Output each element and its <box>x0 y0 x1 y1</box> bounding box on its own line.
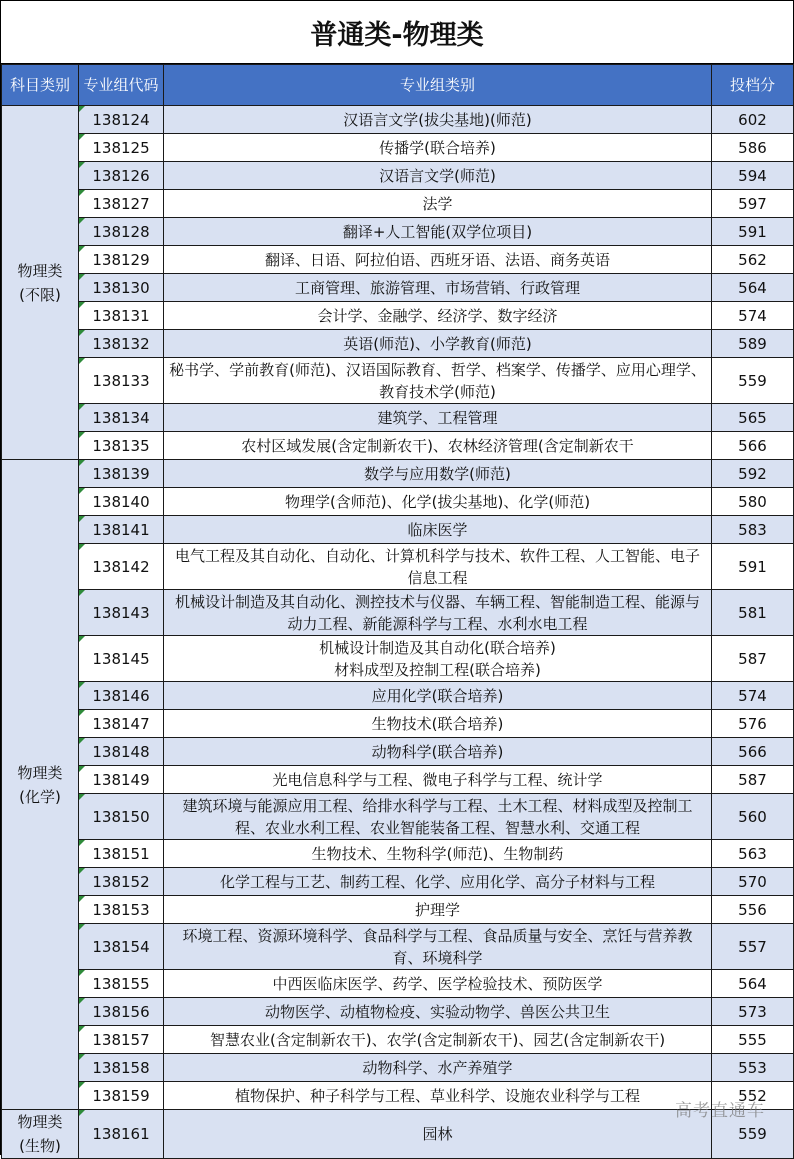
score-cell: 574 <box>712 302 794 330</box>
score-cell: 566 <box>712 738 794 766</box>
majors-cell: 翻译+人工智能(双学位项目) <box>164 218 712 246</box>
group-code-cell: 138156 <box>79 998 164 1026</box>
score-cell: 574 <box>712 682 794 710</box>
group-code-cell: 138125 <box>79 134 164 162</box>
table-row <box>2 460 794 488</box>
table-row <box>2 516 794 544</box>
group-code-cell: 138161 <box>79 1110 164 1159</box>
majors-cell: 翻译、日语、阿拉伯语、西班牙语、法语、商务英语 <box>164 246 712 274</box>
score-cell: 594 <box>712 162 794 190</box>
score-cell: 564 <box>712 274 794 302</box>
score-cell: 576 <box>712 710 794 738</box>
table-row <box>2 998 794 1026</box>
table-row <box>2 896 794 924</box>
majors-cell: 护理学 <box>164 896 712 924</box>
table-row <box>2 738 794 766</box>
header-category: 科目类别 <box>2 65 79 106</box>
table-row <box>2 590 794 636</box>
score-cell: 581 <box>712 590 794 636</box>
majors-cell: 动物科学、水产养殖学 <box>164 1054 712 1082</box>
score-cell: 602 <box>712 106 794 134</box>
group-code-cell: 138154 <box>79 924 164 970</box>
majors-cell: 应用化学(联合培养) <box>164 682 712 710</box>
majors-cell: 动物医学、动植物检疫、实验动物学、兽医公共卫生 <box>164 998 712 1026</box>
majors-cell: 农村区域发展(含定制新农干)、农林经济管理(含定制新农干 <box>164 432 712 460</box>
group-code-cell: 138159 <box>79 1082 164 1110</box>
score-cell: 573 <box>712 998 794 1026</box>
score-cell: 565 <box>712 404 794 432</box>
header-code: 专业组代码 <box>79 65 164 106</box>
score-cell: 587 <box>712 636 794 682</box>
table-row <box>2 868 794 896</box>
majors-cell: 智慧农业(含定制新农干)、农学(含定制新农干)、园艺(含定制新农干) <box>164 1026 712 1054</box>
score-cell: 563 <box>712 840 794 868</box>
table-row <box>2 766 794 794</box>
group-code-cell: 138142 <box>79 544 164 590</box>
score-cell: 586 <box>712 134 794 162</box>
table-row <box>2 710 794 738</box>
group-code-cell: 138146 <box>79 682 164 710</box>
table-row <box>2 134 794 162</box>
table-row <box>2 358 794 404</box>
group-code-cell: 138158 <box>79 1054 164 1082</box>
table-row <box>2 190 794 218</box>
group-code-cell: 138149 <box>79 766 164 794</box>
score-cell: 553 <box>712 1054 794 1082</box>
group-code-cell: 138129 <box>79 246 164 274</box>
majors-cell: 园林 <box>164 1110 712 1159</box>
majors-cell: 临床医学 <box>164 516 712 544</box>
table-row <box>2 330 794 358</box>
majors-cell: 数学与应用数学(师范) <box>164 460 712 488</box>
score-cell: 559 <box>712 358 794 404</box>
score-cell: 592 <box>712 460 794 488</box>
table-row <box>2 218 794 246</box>
majors-cell: 法学 <box>164 190 712 218</box>
header-score: 投档分 <box>712 65 794 106</box>
score-cell: 557 <box>712 924 794 970</box>
table-row <box>2 794 794 840</box>
majors-cell: 秘书学、学前教育(师范)、汉语国际教育、哲学、档案学、传播学、应用心理学、教育技术学(师范) <box>164 358 712 404</box>
group-code-cell: 138155 <box>79 970 164 998</box>
table-row <box>2 302 794 330</box>
category-cell: 物理类 (不限) <box>2 106 79 460</box>
group-code-cell: 138132 <box>79 330 164 358</box>
majors-cell: 物理学(含师范)、化学(拔尖基地)、化学(师范) <box>164 488 712 516</box>
table-row <box>2 924 794 970</box>
score-cell: 580 <box>712 488 794 516</box>
score-cell: 555 <box>712 1026 794 1054</box>
majors-cell: 植物保护、种子科学与工程、草业科学、设施农业科学与工程 <box>164 1082 712 1110</box>
score-cell: 591 <box>712 218 794 246</box>
table-row <box>2 1026 794 1054</box>
score-cell: 583 <box>712 516 794 544</box>
group-code-cell: 138147 <box>79 710 164 738</box>
table-row <box>2 970 794 998</box>
table-header-row <box>2 65 794 106</box>
table-row <box>2 246 794 274</box>
group-code-cell: 138133 <box>79 358 164 404</box>
score-cell: 560 <box>712 794 794 840</box>
group-code-cell: 138127 <box>79 190 164 218</box>
group-code-cell: 138152 <box>79 868 164 896</box>
majors-cell: 环境工程、资源环境科学、食品科学与工程、食品质量与安全、烹饪与营养教育、环境科学 <box>164 924 712 970</box>
majors-cell: 化学工程与工艺、制药工程、化学、应用化学、高分子材料与工程 <box>164 868 712 896</box>
majors-cell: 建筑环境与能源应用工程、给排水科学与工程、土木工程、材料成型及控制工程、农业水利工程、农业智能装备工程、智慧水利、交通工程 <box>164 794 712 840</box>
score-cell: 552 <box>712 1082 794 1110</box>
group-code-cell: 138141 <box>79 516 164 544</box>
table-row <box>2 432 794 460</box>
score-cell: 562 <box>712 246 794 274</box>
majors-cell: 生物技术、生物科学(师范)、生物制药 <box>164 840 712 868</box>
table-row <box>2 636 794 682</box>
majors-cell: 动物科学(联合培养) <box>164 738 712 766</box>
majors-cell: 机械设计制造及其自动化(联合培养) 材料成型及控制工程(联合培养) <box>164 636 712 682</box>
table-row <box>2 840 794 868</box>
page-title: 普通类-物理类 <box>1 0 793 64</box>
watermark-text: 高考直通车 <box>675 1101 765 1121</box>
majors-cell: 英语(师范)、小学教育(师范) <box>164 330 712 358</box>
score-cell: 566 <box>712 432 794 460</box>
group-code-cell: 138135 <box>79 432 164 460</box>
score-cell: 559 <box>712 1110 794 1159</box>
table-row <box>2 544 794 590</box>
majors-cell: 生物技术(联合培养) <box>164 710 712 738</box>
majors-cell: 建筑学、工程管理 <box>164 404 712 432</box>
group-code-cell: 138153 <box>79 896 164 924</box>
group-code-cell: 138157 <box>79 1026 164 1054</box>
category-cell: 物理类 (化学) <box>2 460 79 1110</box>
group-code-cell: 138145 <box>79 636 164 682</box>
group-code-cell: 138128 <box>79 218 164 246</box>
table-row <box>2 1082 794 1110</box>
majors-cell: 机械设计制造及其自动化、测控技术与仪器、车辆工程、智能制造工程、能源与动力工程、新能源科学与工程、水利水电工程 <box>164 590 712 636</box>
table-row <box>2 488 794 516</box>
table-row <box>2 1054 794 1082</box>
score-cell: 570 <box>712 868 794 896</box>
table-row <box>2 274 794 302</box>
score-cell: 589 <box>712 330 794 358</box>
majors-cell: 会计学、金融学、经济学、数字经济 <box>164 302 712 330</box>
score-cell: 564 <box>712 970 794 998</box>
majors-cell: 光电信息科学与工程、微电子科学与工程、统计学 <box>164 766 712 794</box>
table-body <box>2 106 794 1159</box>
table-row <box>2 106 794 134</box>
majors-cell: 汉语言文学(拔尖基地)(师范) <box>164 106 712 134</box>
majors-cell: 工商管理、旅游管理、市场营销、行政管理 <box>164 274 712 302</box>
header-majors: 专业组类别 <box>164 65 712 106</box>
majors-cell: 中西医临床医学、药学、医学检验技术、预防医学 <box>164 970 712 998</box>
group-code-cell: 138131 <box>79 302 164 330</box>
majors-cell: 电气工程及其自动化、自动化、计算机科学与技术、软件工程、人工智能、电子信息工程 <box>164 544 712 590</box>
score-cell: 556 <box>712 896 794 924</box>
table-row <box>2 1110 794 1159</box>
table-row <box>2 162 794 190</box>
score-cell: 587 <box>712 766 794 794</box>
table-row <box>2 682 794 710</box>
group-code-cell: 138139 <box>79 460 164 488</box>
group-code-cell: 138140 <box>79 488 164 516</box>
group-code-cell: 138151 <box>79 840 164 868</box>
group-code-cell: 138130 <box>79 274 164 302</box>
group-code-cell: 138148 <box>79 738 164 766</box>
group-code-cell: 138134 <box>79 404 164 432</box>
category-cell: 物理类 (生物) <box>2 1110 79 1159</box>
group-code-cell: 138124 <box>79 106 164 134</box>
score-cell: 597 <box>712 190 794 218</box>
majors-cell: 汉语言文学(师范) <box>164 162 712 190</box>
group-code-cell: 138126 <box>79 162 164 190</box>
group-code-cell: 138143 <box>79 590 164 636</box>
majors-cell: 传播学(联合培养) <box>164 134 712 162</box>
score-cell: 591 <box>712 544 794 590</box>
admission-score-table <box>1 64 794 1159</box>
group-code-cell: 138150 <box>79 794 164 840</box>
table-row <box>2 404 794 432</box>
